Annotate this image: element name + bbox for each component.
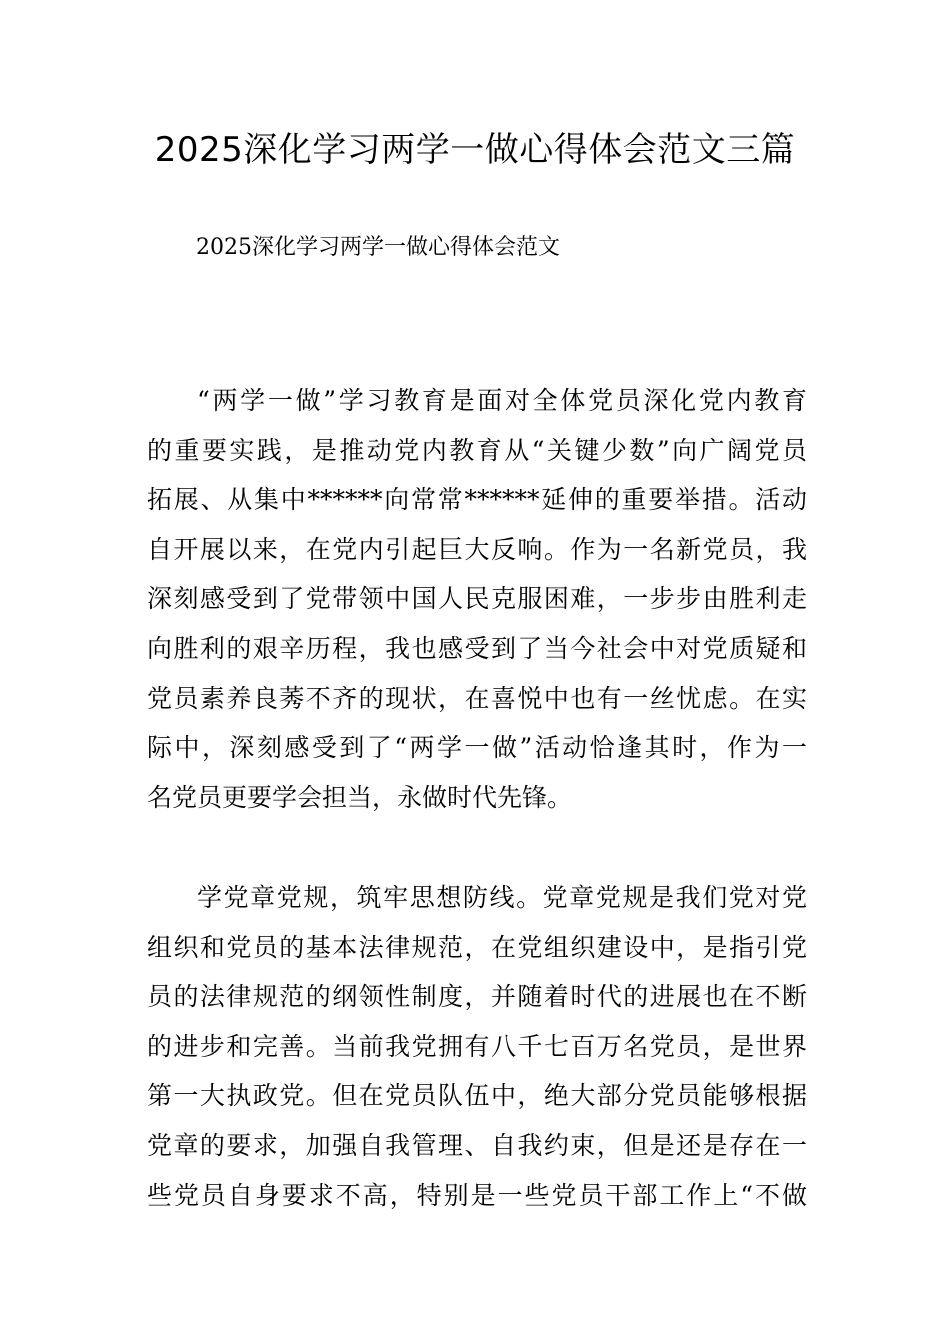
paragraph-line: 第一大执政党。但在党员队伍中，绝大部分党员能够根据 (147, 1081, 807, 1111)
paragraph-line: “两学一做”学习教育是面对全体党员深化党内教育 (197, 386, 807, 415)
document-subtitle: 2025深化学习两学一做心得体会范文 (196, 235, 560, 260)
paragraph-line: 学党章党规，筑牢思想防线。党章党规是我们党对党 (197, 883, 807, 912)
paragraph-line: 员的法律规范的纲领性制度，并随着时代的进展也在不断 (147, 982, 807, 1012)
paragraph-2 (147, 873, 807, 1220)
paragraph-1 (147, 376, 807, 822)
paragraph-line: 自开展以来，在党内引起巨大反响。作为一名新党员，我 (147, 534, 807, 564)
paragraph-line: 党章的要求，加强自我管理、自我约束，但是还是存在一 (147, 1130, 807, 1160)
paragraph-line: 际中，深刻感受到了“两学一做”活动恰逢其时，作为一 (147, 733, 807, 763)
paragraph-line: 组织和党员的基本法律规范，在党组织建设中，是指引党 (147, 932, 807, 962)
paragraph-line: 深刻感受到了党带领中国人民克服困难，一步步由胜利走 (147, 584, 807, 614)
paragraph-line: 名党员更要学会担当，永做时代先锋。 (147, 782, 573, 812)
paragraph-line: 向胜利的艰辛历程，我也感受到了当今社会中对党质疑和 (147, 633, 807, 663)
document-title: 2025深化学习两学一做心得体会范文三篇 (154, 130, 796, 170)
paragraph-line: 拓展、从集中******向常常******延伸的重要举措。活动 (147, 485, 807, 515)
paragraph-line: 些党员自身要求不高，特别是一些党员干部工作上“不做 (147, 1180, 807, 1210)
paragraph-line: 的进步和完善。当前我党拥有八千七百万名党员，是世界 (147, 1031, 807, 1061)
paragraph-line: 党员素养良莠不齐的现状，在喜悦中也有一丝忧虑。在实 (147, 683, 807, 713)
paragraph-line: 的重要实践，是推动党内教育从“关键少数”向广阔党员 (147, 435, 807, 465)
